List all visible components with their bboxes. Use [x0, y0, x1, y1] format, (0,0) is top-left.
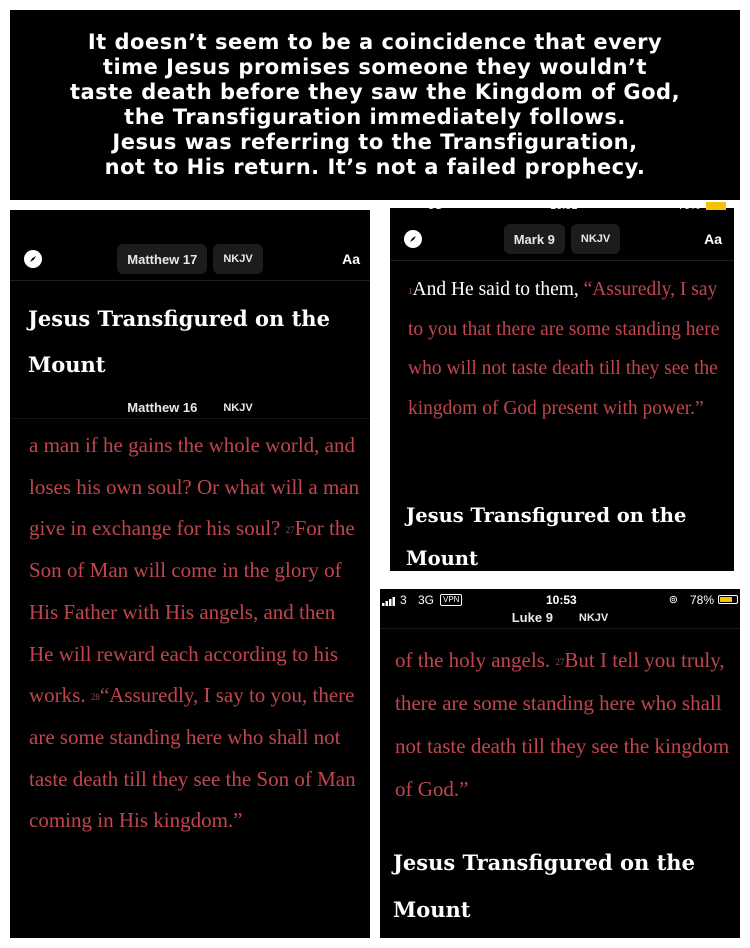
- heading-line-1: Jesus Transfigured on the: [406, 504, 687, 527]
- luke-nav: [380, 610, 740, 625]
- heading-line-1: Jesus Transfigured on the: [28, 306, 330, 331]
- verse-number: 27: [555, 657, 565, 667]
- version-label[interactable]: NKJV: [578, 611, 609, 624]
- verse-number: 28: [90, 692, 100, 703]
- book-selector-button[interactable]: Matthew 17: [117, 244, 207, 274]
- heading-line-1: Jesus Transfigured on the: [393, 850, 695, 875]
- section-heading: [28, 296, 363, 388]
- matthew-nav-bar: [10, 244, 370, 274]
- caption-line-4: the Transfiguration immediately follows.: [124, 105, 626, 129]
- caption-line-3: taste death before they saw the Kingdom of God,: [69, 80, 681, 104]
- status-time: 10:53: [546, 593, 577, 607]
- matthew16-nav: [10, 400, 370, 415]
- status-bar: 3 3G VPN 10:53 ⊚ 78%: [380, 591, 740, 609]
- caption-panel: [10, 10, 740, 200]
- luke-screenshot: [380, 589, 740, 938]
- heading-line-2: Mount: [393, 897, 471, 922]
- battery-icon: [706, 202, 726, 210]
- caption-text: [52, 30, 698, 180]
- nav-divider: [390, 260, 734, 261]
- version-selector-button[interactable]: NKJV: [213, 244, 262, 274]
- font-settings-button[interactable]: Aa: [704, 231, 722, 247]
- sub-book-label[interactable]: Matthew 16: [127, 400, 198, 415]
- sub-version-label[interactable]: NKJV: [223, 401, 253, 414]
- verse-number: 1: [408, 286, 413, 296]
- nav-divider: [380, 628, 740, 629]
- mark-verse-text: $^1$And He said to them, “Assuredly, I say to you that there are some standing here who will not taste death till they see the kingdom of God present with power.”: [408, 279, 720, 419]
- vpn-badge: VPN: [440, 594, 462, 606]
- caption-line-6: not to His return. It’s not a failed prophecy.: [104, 155, 646, 179]
- version-selector-button[interactable]: NKJV: [571, 224, 620, 254]
- section-heading: [393, 839, 738, 933]
- matthew-verse-text: a man if he gains the whole world, and loses his own soul? Or what will a man give in exchange for his soul? $^{27}$For the Son of Man will come in the glory of His Father with His angels, and then He will reward each according to his works. $^{28}$“Assuredly, I say to you, there are some standing here who shall not taste death till they see the Son of Man coming in His kingdom.”: [29, 433, 360, 833]
- nav-divider: [10, 280, 370, 281]
- sub-divider: [10, 418, 370, 419]
- mark-nav-bar: [390, 224, 734, 254]
- book-label[interactable]: Luke 9: [511, 610, 553, 625]
- status-bar: 3G 10:51 79%: [390, 200, 734, 218]
- section-heading: [406, 494, 736, 580]
- caption-line-2: time Jesus promises someone they wouldn’t: [102, 55, 648, 79]
- heading-line-2: Mount: [406, 547, 478, 570]
- battery-icon: [718, 595, 738, 604]
- heading-line-2: Mount: [28, 352, 106, 377]
- mark-screenshot: [390, 200, 734, 571]
- orientation-lock-icon: ⊚: [668, 594, 678, 606]
- font-settings-button[interactable]: Aa: [342, 251, 360, 267]
- luke-verse-text: of the holy angels. $^{27}$But I tell you truly, there are some standing here who shall not taste death till they see the kingdom of God.”: [395, 648, 730, 801]
- signal-icon: [382, 595, 396, 604]
- battery-percent: 78%: [689, 593, 714, 607]
- matthew-screenshot: [10, 210, 370, 938]
- book-selector-button[interactable]: Mark 9: [504, 224, 565, 254]
- caption-line-1: It doesn’t seem to be a coincidence that every: [87, 30, 663, 54]
- caption-line-5: Jesus was referring to the Transfiguration,: [112, 130, 638, 154]
- verse-number: 27: [285, 525, 295, 536]
